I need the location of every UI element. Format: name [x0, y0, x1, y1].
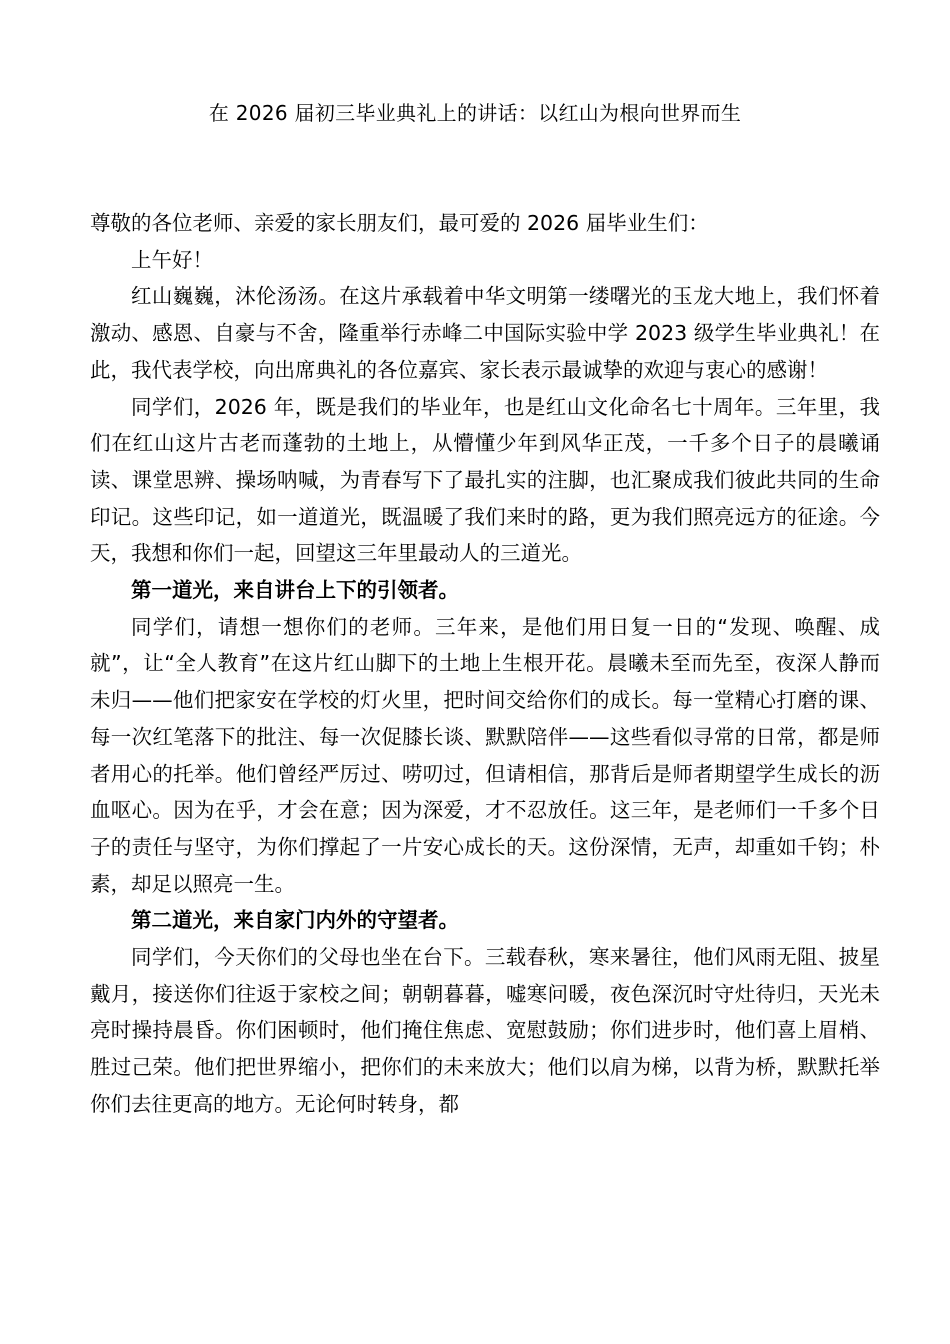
paragraph: 同学们，2026 年，既是我们的毕业年，也是红山文化命名七十周年。三年里，我们在红山这片古老而蓬勃的土地上，从懵懂少年到风华正茂，一千多个日子的晨曦诵读、课堂思辨、操场呐喊，为青春写下了最扎实的注脚，也汇聚成我们彼此共同的生命印记。这些印记，如一道道光，既温暖了我们来时的路，更为我们照亮远方的征途。今天，我想和你们一起，回望这三年里最动人的三道光。 [90, 394, 880, 566]
paragraph: 同学们，今天你们的父母也坐在台下。三载春秋，寒来暑往，他们风雨无阻、披星戴月，接送你们往返于家校之间；朝朝暮暮，嘘寒问暖，夜色深沉时守灶待归，天光未亮时操持晨昏。你们困顿时，他们掩住焦虑、宽慰鼓励；你们进步时，他们喜上眉梢、胜过己荣。他们把世界缩小，把你们的未来放大；他们以肩为梯，以背为桥，默默托举你们去往更高的地方。无论何时转身，都 [90, 945, 880, 1116]
section-heading: 第一道光，来自讲台上下的引领者。 [131, 578, 459, 603]
salutation: 尊敬的各位老师、亲爱的家长朋友们，最可爱的 2026 届毕业生们： [90, 211, 709, 235]
paragraph: 红山巍巍，沐伦汤汤。在这片承载着中华文明第一缕曙光的玉龙大地上，我们怀着激动、感恩、自豪与不舍，隆重举行赤峰二中国际实验中学 2023 级学生毕业典礼！在此，我代表学校，向出席典礼的各位嘉宾、家长表示最诚挚的欢迎与衷心的感谢！ [90, 284, 880, 382]
paragraph: 同学们，请想一想你们的老师。三年来，是他们用日复一日的“发现、唤醒、成就”，让“全人教育”在这片红山脚下的土地上生根开花。晨曦未至而先至，夜深人静而未归——他们把家安在学校的灯火里，把时间交给你们的成长。每一堂精心打磨的课、每一次红笔落下的批注、每一次促膝长谈、默默陪伴——这些看似寻常的日常，都是师者用心的托举。他们曾经严厉过、唠叨过，但请相信，那背后是师者期望学生成长的沥血呕心。因为在乎，才会在意；因为深爱，才不忍放任。这三年，是老师们一千多个日子的责任与坚守，为你们撑起了一片安心成长的天。这份深情，无声，却重如千钧；朴素，却足以照亮一生。 [90, 614, 880, 896]
section-heading: 第二道光，来自家门内外的守望者。 [131, 908, 459, 933]
paragraph: 上午好！ [131, 247, 213, 272]
document-title: 在 2026 届初三毕业典礼上的讲话：以红山为根向世界而生 [208, 101, 742, 125]
document-body [90, 205, 880, 1123]
